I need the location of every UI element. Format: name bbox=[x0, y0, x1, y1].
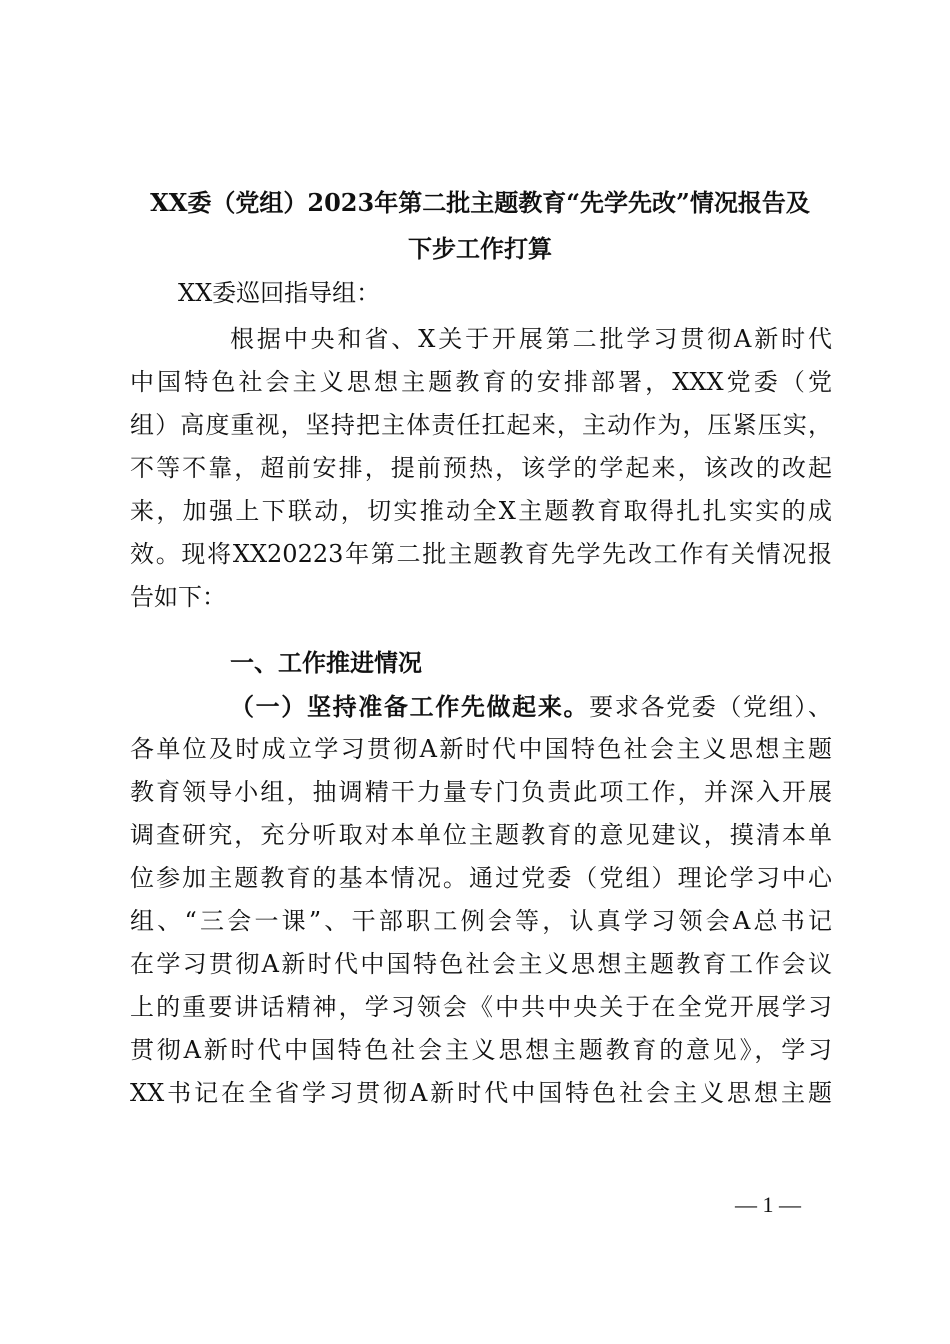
page-number: — 1 — bbox=[735, 1192, 801, 1217]
paragraph-line: 组、“三会一课”、干部职工例会等，认真学习领会A总书记 bbox=[130, 907, 832, 935]
paragraph-line: 贯彻A新时代中国特色社会主义思想主题教育的意见》，学习 bbox=[130, 1036, 832, 1064]
paragraph-line: 位参加主题教育的基本情况。通过党委（党组）理论学习中心 bbox=[130, 864, 832, 892]
paragraph-line: 调查研究，充分听取对本单位主题教育的意见建议，摸清本单 bbox=[130, 821, 832, 849]
title-line-2: 下步工作打算 bbox=[408, 234, 552, 263]
title-line-1: XX委（党组）2023年第二批主题教育“先学先改”情况报告及 bbox=[150, 188, 810, 217]
paragraph-line: 各单位及时成立学习贯彻A新时代中国特色社会主义思想主题 bbox=[130, 735, 832, 763]
paragraph-line: 组）高度重视，坚持把主体责任扛起来，主动作为，压紧压实， bbox=[130, 411, 832, 439]
paragraph-line: 告如下： bbox=[130, 583, 226, 611]
subsection-first-line-rest: 要求各党委（党组）、 bbox=[589, 693, 833, 721]
paragraph-line: 不等不靠，超前安排，提前预热，该学的学起来，该改的改起 bbox=[130, 454, 832, 482]
paragraph-line: 效。现将XX20223年第二批主题教育先学先改工作有关情况报 bbox=[130, 540, 832, 568]
paragraph-line: 上的重要讲话精神，学习领会《中共中央关于在全党开展学习 bbox=[130, 993, 832, 1021]
subsection-first-line bbox=[230, 685, 832, 728]
paragraph-line: 中国特色社会主义思想主题教育的安排部署，XXX党委（党 bbox=[130, 368, 832, 396]
section-heading: 一、工作推进情况 bbox=[230, 649, 422, 677]
paragraph-line: 来，加强上下联动，切实推动全X主题教育取得扎扎实实的成 bbox=[130, 497, 832, 525]
paragraph-line: XX书记在全省学习贯彻A新时代中国特色社会主义思想主题 bbox=[130, 1079, 832, 1107]
subsection-lead: （一）坚持准备工作先做起来。 bbox=[230, 692, 590, 721]
document-title bbox=[120, 180, 840, 272]
paragraph-line: 根据中央和省、X关于开展第二批学习贯彻A新时代 bbox=[230, 325, 832, 353]
paragraph-line: 教育领导小组，抽调精干力量专门负责此项工作，并深入开展 bbox=[130, 778, 832, 806]
salutation: XX委巡回指导组： bbox=[178, 279, 381, 307]
paragraph-line: 在学习贯彻A新时代中国特色社会主义思想主题教育工作会议 bbox=[130, 950, 832, 978]
